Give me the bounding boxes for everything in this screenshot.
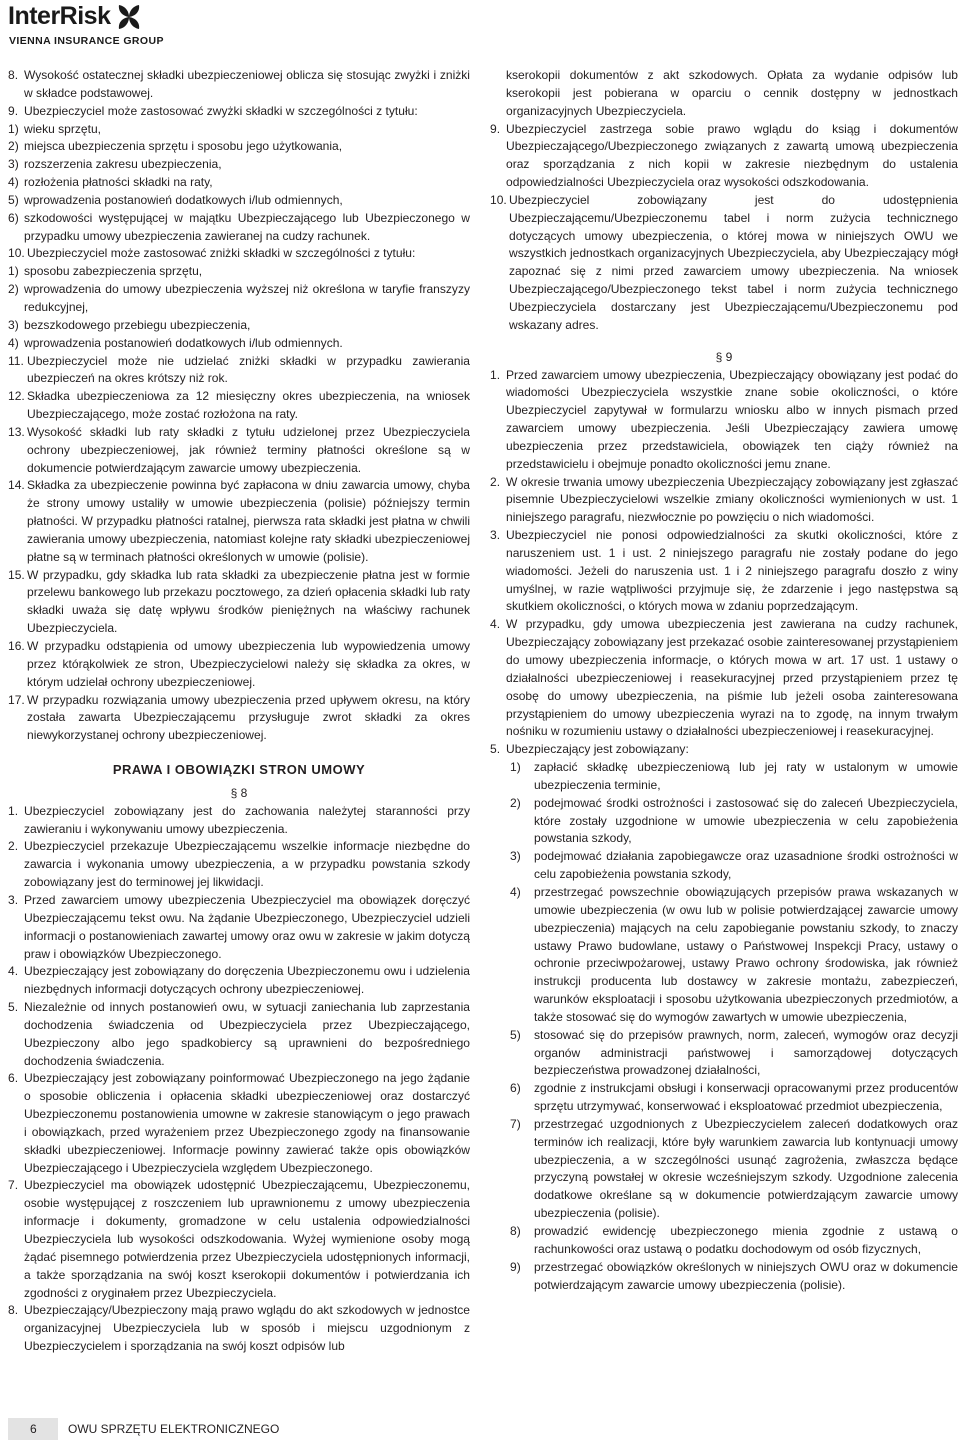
item-number: 1. xyxy=(490,367,501,382)
item-text: Ubezpieczyciel ma obowiązek udostępnić Ubezpieczającemu, Ubezpieczonemu, osobie występującej z roszczeniem lub uprawnionemu z umowy ubezpieczenia informacje i dokumenty, gromadzone w celu ustalenia odpowiedzialności Ubezpieczyciela lub wysokości odszkodowania. Wyżej wymienione osoby mogą żądać pisemnego potwierdzenia przez Ubezpieczyciela udostępnionych informacji, a także sporządzania na swój koszt kserokopii dokumentów i potwierdzania ich zgodności z oryginałem przez Ubezpieczyciela. xyxy=(24,1178,470,1300)
item-number: 8. xyxy=(8,68,19,82)
item-number: 5) xyxy=(510,1027,521,1042)
paragraph-number: § 8 xyxy=(230,785,248,800)
item-number: 5) xyxy=(8,192,19,207)
list-item xyxy=(8,67,470,103)
item-text: Ubezpieczyciel może zastosować zniżki składki w szczególności z tytułu: xyxy=(27,246,416,261)
item-number: 16. xyxy=(8,639,25,653)
item-text: Ubezpieczający jest zobowiązany: xyxy=(506,742,689,757)
list-subitem xyxy=(8,121,470,139)
item-text: W przypadku rozwiązania umowy ubezpieczenia przed upływem okresu, na który została zawarta Ubezpieczającemu przysługuje zwrot składki za okres niewykorzystanej ochrony ubezpieczeniowej. xyxy=(27,692,470,743)
page-footer xyxy=(8,1418,308,1440)
item-text: sposobu zabezpieczenia sprzętu, xyxy=(24,264,203,279)
item-text: podejmować działania zapobiegawcze oraz uzasadnione środki ostrożności w celu zapobieżenia powstania szkody, xyxy=(534,849,958,882)
item-text: Ubezpieczyciel zobowiązany jest do udostępnienia Ubezpieczającemu/Ubezpieczonemu tabel i norm zużycia technicznego dotyczących umowy ubezpieczenia, o której mowa w niniejszych OWU we wszystkich jednostkach organizacyjnych Ubezpieczyciela, aby Ubezpieczający mógł zapoznać się z nimi przed zawarciem umowy ubezpieczenia. Na wniosek Ubezpieczającego/Ubezpieczonego tekst tabel i norm zużycia technicznego Ubezpieczyciela dostarczany jest Ubezpieczającemu/Ubezpieczonemu pod wskazany adres. xyxy=(509,192,958,332)
item-text: Przed zawarciem umowy ubezpieczenia, Ubezpieczający obowiązany jest podać do wiadomości Ubezpieczyciela wszystkie znane sobie okoliczności, o które Ubezpieczyciel zapytywał w formularzu wniosku albo w innych pismach przed zawarciem umowy ubezpieczenia. Jeśli Ubezpieczający zawiera umowę ubezpieczenia przez przedstawiciela, obowiązek ten ciąży również na przedstawicielu i obejmuje ponadto okoliczności jemu znane. xyxy=(506,367,958,471)
list-item xyxy=(490,474,958,528)
document-title: OWU SPRZĘTU ELEKTRONICZNEGO xyxy=(68,1422,280,1436)
item-number: 1) xyxy=(8,264,19,279)
item-number: 7. xyxy=(8,1178,19,1193)
item-text: Niezależnie od innych postanowień owu, w sytuacji zaniechania lub zaprzestania dochodzenia świadczenia od Ubezpieczyciela przez Ubezpieczającego, Ubezpieczony albo jego spadkobiercy są uprawnieni do bezpośredniego dochodzenia świadczenia. xyxy=(24,1000,470,1068)
list-subitem xyxy=(510,1116,958,1223)
item-text: Ubezpieczający jest zobowiązany do doręczenia Ubezpieczonemu owu i udzielenia niezbędnych informacji dotyczących ochrony ubezpieczeniowej. xyxy=(24,964,470,997)
left-column xyxy=(8,67,470,1356)
list-item xyxy=(490,741,958,759)
list-subitem xyxy=(510,884,958,1027)
item-text: Ubezpieczyciel przekazuje Ubezpieczającemu wszelkie informacje niezbędne do zawarcia i wykonania umowy ubezpieczenia, a w przypadku powstania szkody zobowiązany jest do terminowej jej likwidacji. xyxy=(24,839,470,890)
item-number: 6) xyxy=(8,210,19,225)
item-text: W okresie trwania umowy ubezpieczenia Ubezpieczający zobowiązany jest zgłaszać pisemnie Ubezpieczycielowi wszelkie zmiany okoliczności wymienionych w ust. 1 niniejszego paragrafu, niezwłocznie po powzięciu o nich wiadomości. xyxy=(506,474,958,525)
item-number: 6. xyxy=(8,1071,19,1086)
item-text: Składka za ubezpieczenie powinna być zapłacona w dniu zawarcia umowy, chyba że strony umowy ustaliły w umowie ubezpieczenia (polisie) późniejszy termin płatności. W przypadku płatności ratalnej, pierwsza rata składki jest płatna w chwili zawierania umowy ubezpieczenia, natomiast kolejne raty składki ubezpieczeniowej płatne są w terminach płatności określonych w umowie (polisie). xyxy=(27,478,470,564)
list-subitem xyxy=(510,1259,958,1295)
item-number: 9. xyxy=(490,121,501,136)
list-subitem xyxy=(8,174,470,192)
list-item xyxy=(8,1177,470,1302)
item-number: 4) xyxy=(8,175,19,190)
item-number: 13. xyxy=(8,424,25,439)
item-text: W przypadku, gdy umowa ubezpieczenia jest zawierana na cudzy rachunek, Ubezpieczający zobowiązany jest przekazać osobie zainteresowanej przystąpieniem do umowy ubezpieczenia informacje, o których mowa w art. 17 ust. 1 ustawy o działalności ubezpieczeniowej i reasekuracyjnej przed przystąpieniem przez tę osobę do umowy ubezpieczenia, na piśmie lub jeżeli osoba zainteresowana przystąpieniem do umowy ubezpieczenia wyrazi na to zgodę, na innym trwałym nośniku w rozumieniu ustawy o działalności ubezpieczeniowej i reasekuracyjnej. xyxy=(506,617,958,739)
item-number: 14. xyxy=(8,478,25,493)
section-heading: PRAWA I OBOWIĄZKI STRON UMOWY xyxy=(112,762,366,778)
item-text: Wysokość składki lub raty składki z tytułu udzielonej przez Ubezpieczyciela ochrony ubezpieczeniowej, jak również terminy płatności określone są w dokumencie potwierdzającym zawarcie umowy ubezpieczenia. xyxy=(27,424,470,475)
item-text: Ubezpieczający jest zobowiązany poinformować Ubezpieczonego na jego żądanie o sposobie obliczenia i opłacenia składki ubezpieczeniowej oraz dostarczyć Ubezpieczonemu postanowienia umowne w zakresie stanowiącym o jego prawach i obowiązkach, przed wyrażeniem przez Ubezpieczonego zgody na finansowanie składki ubezpieczeniowej. Informacje powinny zawierać także opis obowiązków Ubezpieczającego i Ubezpieczyciela względem Ubezpieczonego. xyxy=(24,1071,470,1175)
paragraph-number: § 9 xyxy=(715,349,733,364)
item-number: 17. xyxy=(8,692,25,707)
item-text: Składka ubezpieczeniowa za 12 miesięczny okres ubezpieczenia, na wniosek Ubezpieczającego, może zostać rozłożona na raty. xyxy=(27,389,470,422)
item-text: Ubezpieczyciel nie ponosi odpowiedzialności za skutki okoliczności, które z naruszeniem ust. 1 i ust. 2 niniejszego paragrafu nie zostały podane do jego wiadomości. Jeżeli do naruszenia ust. 1 i 2 niniejszego paragrafu doszło z winy umyślnej, w razie wątpliwości przyjmuje się, że zdarzenie i jego następstwa są skutkiem okoliczności, o których mowa w zdaniu poprzedzającym. xyxy=(506,528,958,614)
item-text: szkodowości występującej w majątku Ubezpieczającego lub Ubezpieczonego w przypadku umowy ubezpieczenia zawieranej na cudzy rachunek. xyxy=(24,210,470,243)
item-text: wprowadzenia do umowy ubezpieczenia wyższej niż określona w taryfie franszyzy redukcyjnej, xyxy=(24,282,470,314)
list-item xyxy=(8,692,470,746)
list-item xyxy=(8,103,470,121)
list-item xyxy=(490,527,958,616)
item-text: wprowadzenia postanowień dodatkowych i/lub odmiennych. xyxy=(24,335,343,350)
item-number: 3) xyxy=(510,849,521,864)
item-text: zgodnie z instrukcjami obsługi i konserwacji opracowanymi przez producentów sprzętu utrzymywać, konserwować i eksploatować przedmiot ubezpieczenia, xyxy=(534,1081,958,1114)
item-text: Ubezpieczyciel zobowiązany jest do zachowania należytej staranności przy zawieraniu i wykonywaniu umowy ubezpieczenia. xyxy=(24,803,470,836)
list-item xyxy=(8,803,470,839)
item-text: W przypadku odstąpienia od umowy ubezpieczenia lub wypowiedzenia umowy przez którąkolwiek ze stron, Ubezpieczycielowi należy się składka za okres, w którym udzielał ochrony ubezpieczeniowej. xyxy=(27,639,470,689)
item-text: kserokopii dokumentów z akt szkodowych. Opłata za wydanie odpisów lub kserokopii jest pobierana w oparciu o cennik dostępny w jednostkach organizacyjnych Ubezpieczyciela. xyxy=(506,68,958,118)
item-number: 2) xyxy=(510,795,521,810)
list-item xyxy=(8,424,470,478)
item-text: wprowadzenia postanowień dodatkowych i/lub odmiennych, xyxy=(24,192,343,207)
list-item xyxy=(8,838,470,892)
item-text: rozszerzenia zakresu ubezpieczenia, xyxy=(24,157,222,172)
right-column xyxy=(490,67,958,1294)
item-number: 2. xyxy=(490,474,501,489)
logo-subtitle: VIENNA INSURANCE GROUP xyxy=(9,35,164,47)
item-text: Wysokość ostatecznej składki ubezpieczeniowej oblicza się stosując zwyżki i zniżki w składce podstawowej. xyxy=(24,68,470,100)
item-number: 2) xyxy=(8,282,19,297)
list-subitem xyxy=(8,281,470,317)
item-number: 1) xyxy=(510,760,521,775)
item-text: Ubezpieczający/Ubezpieczony mają prawo wglądu do akt szkodowych w jednostce organizacyjnej Ubezpieczyciela lub w sposób i miejscu uzgodnionym z Ubezpieczycielem i sporządzania na swój koszt odpisów lub xyxy=(24,1303,470,1354)
list-subitem xyxy=(510,1027,958,1081)
item-text: prowadzić ewidencję ubezpieczonego mienia zgodnie z ustawą o rachunkowości oraz ustawą o podatku dochodowym od osób fizycznych, xyxy=(534,1224,958,1256)
item-number: 4) xyxy=(8,335,19,350)
list-subitem xyxy=(510,1223,958,1259)
list-subitem xyxy=(8,210,470,246)
list-subitem xyxy=(510,1080,958,1116)
item-number: 4. xyxy=(8,964,19,979)
list-item xyxy=(8,245,470,263)
item-number: 3. xyxy=(8,892,19,907)
list-item xyxy=(8,999,470,1070)
item-number: 8) xyxy=(510,1224,521,1238)
item-number: 7) xyxy=(510,1116,521,1131)
list-item xyxy=(8,892,470,963)
item-number: 1. xyxy=(8,803,19,818)
item-number: 10. xyxy=(8,246,25,261)
item-text: Przed zawarciem umowy ubezpieczenia Ubezpieczyciel ma obowiązek doręczyć Ubezpieczającemu tekst owu. Na żądanie Ubezpieczonego, Ubezpieczyciel udzieli informacji o postanowieniach zawartej umowy oraz owu w zakresie w jakim dotyczą praw i obowiązków Ubezpieczonego. xyxy=(24,892,470,961)
item-number: 4. xyxy=(490,617,501,632)
list-subitem xyxy=(8,138,470,156)
list-item xyxy=(8,1070,470,1177)
list-item xyxy=(490,616,958,741)
list-item xyxy=(490,67,958,121)
item-text: stosować się do przepisów prawnych, norm, zaleceń, wymogów oraz decyzji organów administracji państwowej i samorządowej dotyczących bezpieczeństwa prowadzonej działalności, xyxy=(534,1027,958,1078)
list-item xyxy=(490,367,958,474)
list-item xyxy=(8,567,470,638)
item-text: podejmować środki ostrożności i zastosować się do zaleceń Ubezpieczyciela, które zostały uzgodnione w umowie ubezpieczenia w celu zapobieżenia powstania szkody, xyxy=(534,795,958,846)
item-number: 4) xyxy=(510,884,521,899)
list-subitem xyxy=(510,795,958,849)
item-text: miejsca ubezpieczenia sprzętu i sposobu jego użytkowania, xyxy=(24,139,343,154)
item-text: rozłożenia płatności składki na raty, xyxy=(24,175,213,190)
item-text: Ubezpieczyciel może zastosować zwyżki składki w szczególności z tytułu: xyxy=(24,103,418,118)
list-subitem xyxy=(8,335,470,353)
item-number: 5. xyxy=(8,1000,19,1015)
item-number: 8. xyxy=(8,1303,19,1318)
item-number: 2) xyxy=(8,139,19,154)
list-subitem xyxy=(510,759,958,795)
list-item xyxy=(8,477,470,566)
leaf-icon xyxy=(116,3,142,31)
item-number: 15. xyxy=(8,567,25,582)
item-text: bezszkodowego przebiegu ubezpieczenia, xyxy=(24,317,251,332)
item-text: W przypadku, gdy składka lub rata składki za ubezpieczenie płatna jest w formie przelewu bankowego lub przekazu pocztowego, za dzień opłacenia składki lub raty składki uważa się datę wpływu środków pieniężnych na właściwy rachunek Ubezpieczyciela. xyxy=(27,567,470,636)
item-number: 1) xyxy=(8,121,19,136)
list-item xyxy=(490,121,958,192)
item-number: 3) xyxy=(8,317,19,332)
list-item xyxy=(490,192,958,335)
item-number: 12. xyxy=(8,389,25,404)
list-subitem xyxy=(8,317,470,335)
item-number: 11. xyxy=(8,353,24,368)
item-number: 9) xyxy=(510,1259,521,1274)
item-number: 3) xyxy=(8,157,19,172)
item-text: przestrzegać obowiązków określonych w niniejszych OWU oraz w dokumencie potwierdzającym zawarcie umowy ubezpieczenia (polisie). xyxy=(534,1259,958,1292)
list-item xyxy=(8,388,470,424)
item-text: Ubezpieczyciel zastrzega sobie prawo wglądu do ksiąg i dokumentów Ubezpieczającego/Ubezpieczonego związanych z zawartą umową ubezpieczenia oraz sporządzania z nich kopii w zakresie niezbędnym do ustalenia odpowiedzialności Ubezpieczyciela oraz wysokości odszkodowania. xyxy=(506,121,958,190)
item-text: Ubezpieczyciel może nie udzielać zniżki składki w przypadku zawierania ubezpieczeń na okres krótszy niż rok. xyxy=(27,353,470,386)
item-number: 6) xyxy=(510,1081,521,1096)
logo-text: InterRisk xyxy=(8,2,111,30)
list-item xyxy=(8,353,470,389)
list-item xyxy=(8,1302,470,1356)
item-number: 10. xyxy=(490,192,507,207)
item-number: 2. xyxy=(8,839,19,854)
header-logo xyxy=(8,0,168,56)
item-text: zapłacić składkę ubezpieczeniową lub jej raty w ustalonym w umowie ubezpieczenia terminie, xyxy=(534,760,958,792)
item-number: 9. xyxy=(8,103,19,118)
item-text: przestrzegać powszechnie obowiązujących przepisów prawa wskazanych w umowie ubezpieczenia (w owu lub w polisie potwierdzającej zawarcie umowy ubezpieczenia) mających na celu zapobieganie powstaniu szkody, to znaczy ustawy Prawo budowlane, ustawy o Państwowej Inspekcji Pracy, ustawy o ochronie przeciwpożarowej, ustawy Prawo ochrony środowiska, jak również instrukcji producenta lub dostawcy w zakresie montażu, zabezpieczeń, warunków eksploatacji i sposobu użytkowania ubezpieczonych przedmiotów, a także stosować się do wymogów zawartych w umowie ubezpieczenia, xyxy=(534,884,958,1024)
list-item xyxy=(8,963,470,999)
list-subitem xyxy=(8,263,470,281)
list-subitem xyxy=(8,192,470,210)
page-number: 6 xyxy=(8,1418,58,1440)
list-item xyxy=(8,638,470,692)
item-text: przestrzegać uzgodnionych z Ubezpieczycielem zaleceń dodatkowych oraz terminów ich realizacji, które były warunkiem zawarcia lub kontynuacji umowy ubezpieczenia, a w szczególności usunąć zagrożenia, zwłaszcza będące przyczyną powstałej w okresie wcześniejszym szkody. Uzgodnione zalecenia dodatkowe określane są w dokumencie potwierdzającym zawarcie umowy ubezpieczenia (polisie). xyxy=(534,1116,958,1221)
item-number: 5. xyxy=(490,742,501,757)
list-subitem xyxy=(8,156,470,174)
list-subitem xyxy=(510,848,958,884)
item-text: wieku sprzętu, xyxy=(24,121,101,136)
item-number: 3. xyxy=(490,528,501,543)
